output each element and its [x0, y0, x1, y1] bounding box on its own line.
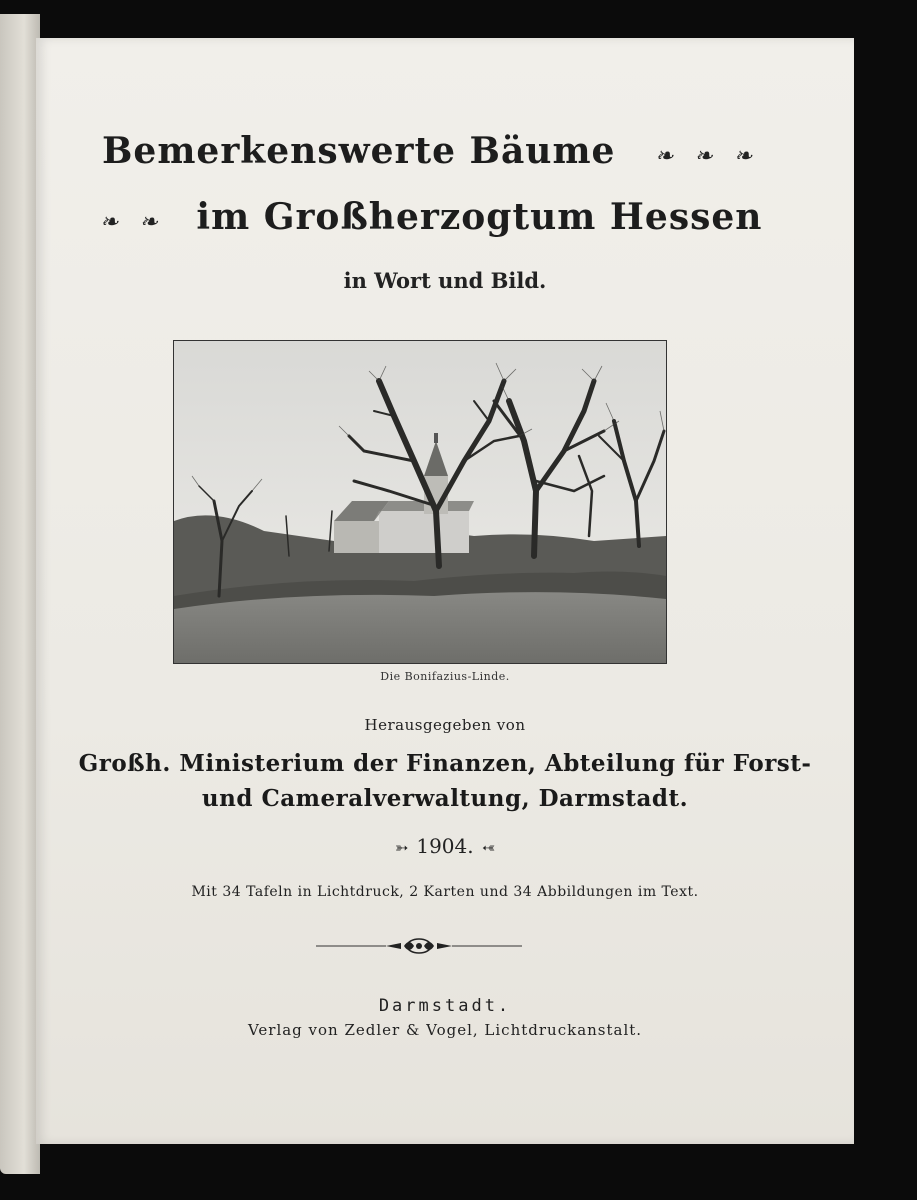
title-text-1: Bemerkenswerte Bäume [102, 130, 616, 172]
imprint-place: Darmstadt. [378, 996, 512, 1016]
arrow-left-icon: ➳ [481, 838, 496, 857]
fleuron-icon: ❧ [694, 144, 714, 169]
arrow-right-icon: ➳ [394, 838, 409, 857]
fleuron-icon: ❧ [139, 210, 159, 235]
ornamental-divider [316, 936, 522, 956]
publisher-intro: Herausgegeben von [364, 716, 526, 734]
publisher-line-2: und Cameralverwaltung, Darmstadt. [201, 785, 689, 812]
frontispiece-photo [173, 340, 667, 664]
title-text-2: im Großherzogtum Hessen [196, 196, 763, 238]
photo-caption: Die Bonifazius-Linde. [380, 670, 510, 683]
fleuron-icon: ❧ [654, 144, 675, 169]
subtitle: in Wort und Bild. [343, 268, 547, 293]
contents-note: Mit 34 Tafeln in Lichtdruck, 2 Karten und 34 Abbildungen im Text. [191, 884, 699, 900]
fleuron-icon: ❧ [100, 210, 120, 235]
publisher-line-1: Großh. Ministerium der Finanzen, Abteilung für Forst- [78, 750, 812, 777]
title-page [36, 38, 854, 1144]
title-line-2 [100, 196, 917, 238]
facing-page-edge [0, 14, 40, 1174]
imprint-publisher: Verlag von Zedler & Vogel, Lichtdruckanstalt. [247, 1021, 643, 1039]
year-line [36, 834, 854, 858]
fleuron-icon: ❧ [733, 144, 754, 169]
tree-church-photo [174, 341, 666, 663]
title-line-1 [102, 130, 917, 172]
year: 1904. [416, 834, 474, 858]
